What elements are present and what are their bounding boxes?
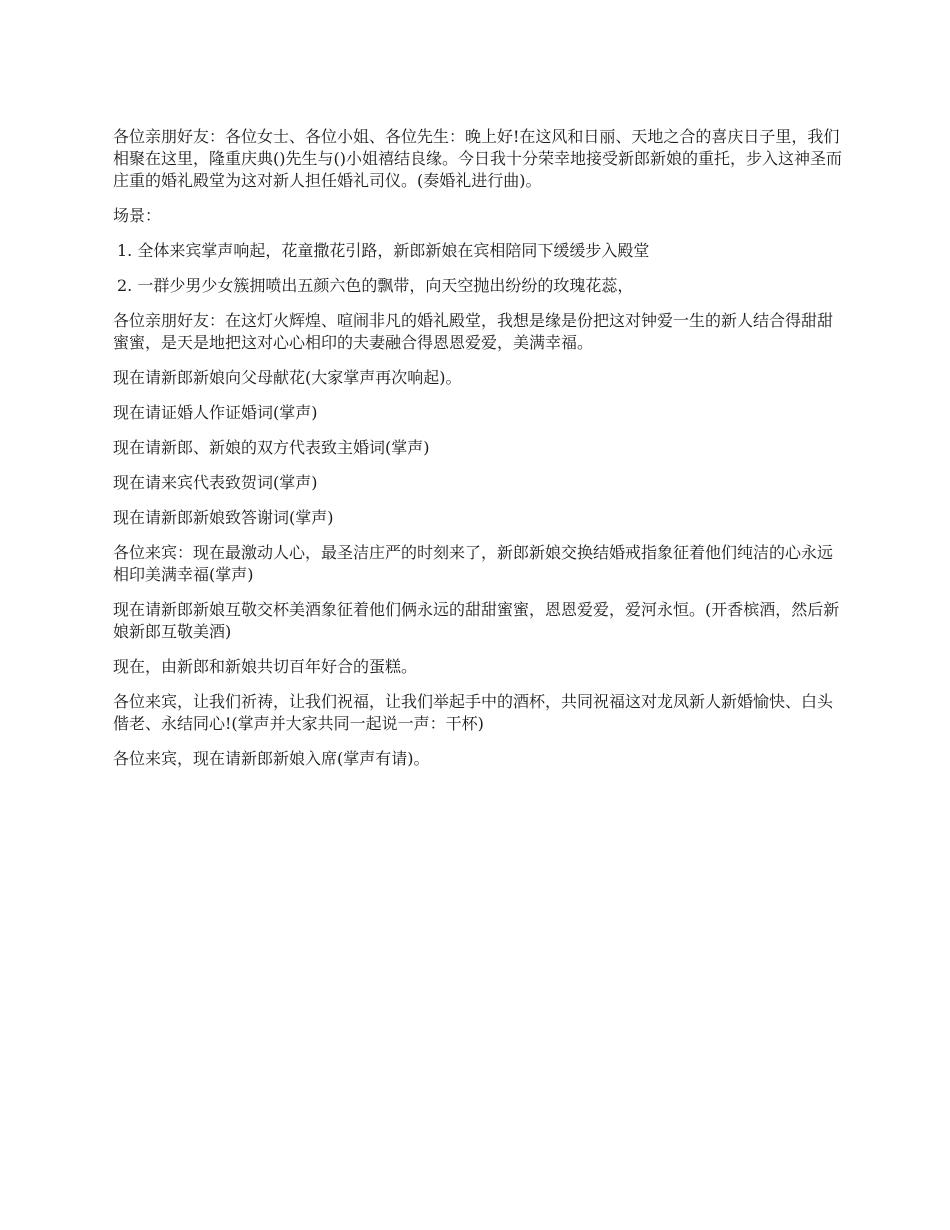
paragraph-opening: 各位亲朋好友：各位女士、各位小姐、各位先生：晚上好!在这风和日丽、天地之合的喜庆日子里，我们相聚在这里，隆重庆典()先生与()小姐禧结良缘。今日我十分荣幸地接受新郎新娘的重托，步入这神圣而庄重的婚礼殿堂为这对新人担任婚礼司仪。(奏婚礼进行曲)。 [113,127,842,190]
paragraph-thanks: 现在请新郎新娘致答谢词(掌声) [113,508,334,527]
list-item-scene-1: 1. 全体来宾掌声响起，花童撒花引路，新郎新娘在宾相陪同下缓缓步入殿堂 [117,241,650,260]
paragraph-scene-heading: 场景： [113,206,162,225]
paragraph-rings: 各位来宾：现在最激动人心，最圣洁庄严的时刻来了，新郎新娘交换结婚戒指象征着他们纯洁的心永远相印美满幸福(掌声) [113,543,834,584]
paragraph-witness: 现在请证婚人作证婚词(掌声) [113,403,318,422]
paragraph-cake: 现在，由新郎和新娘共切百年好合的蛋糕。 [113,657,418,676]
paragraph-flowers: 现在请新郎新娘向父母献花(大家掌声再次响起)。 [113,368,462,387]
document-body [113,126,845,783]
list-item-scene-2: 2. 一群少男少女簇拥喷出五颜六色的飘带，向天空抛出纷纷的玫瑰花蕊， [117,276,634,295]
paragraph-representatives: 现在请新郎、新娘的双方代表致主婚词(掌声) [113,438,430,457]
paragraph-blessing: 各位来宾，让我们祈祷，让我们祝福，让我们举起手中的酒杯，共同祝福这对龙凤新人新婚愉快、白头偕老、永结同心!(掌声并大家共同一起说一声：干杯) [113,692,834,733]
paragraph-guest-speech: 现在请来宾代表致贺词(掌声) [113,473,318,492]
paragraph-greeting: 各位亲朋好友：在这灯火辉煌、喧闹非凡的婚礼殿堂，我想是缘是份把这对钟爱一生的新人结合得甜甜蜜蜜，是天是地把这对心心相印的夫妻融合得恩恩爱爱，美满幸福。 [113,311,834,352]
paragraph-toast-cups: 现在请新郎新娘互敬交杯美酒象征着他们俩永远的甜甜蜜蜜，恩恩爱爱，爱河永恒。(开香槟酒，然后新娘新郎互敬美酒) [113,600,840,641]
paragraph-closing: 各位来宾，现在请新郎新娘入席(掌声有请)。 [113,749,430,768]
